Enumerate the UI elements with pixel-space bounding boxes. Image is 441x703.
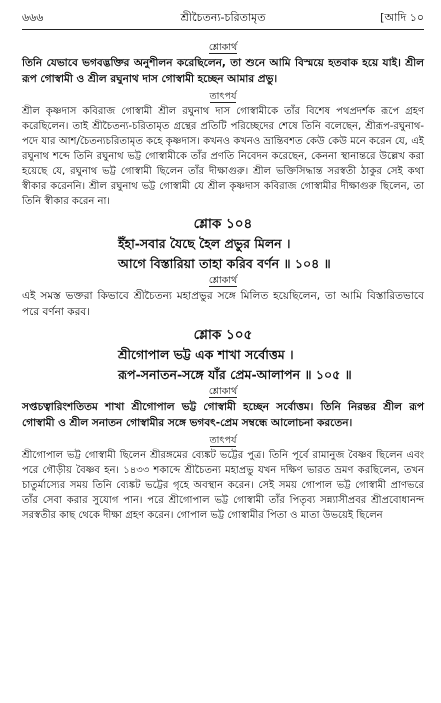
verse-line: রূপ-সনাতন-সঙ্গে যাঁর প্রেম-আলাপন ॥ ১০৫ ॥ [118,367,352,382]
translation-label: শ্লোকার্থ [208,275,238,286]
running-title: শ্রীচৈতন্য-চরিতামৃত [180,11,266,24]
purport-text: শ্রীল কৃষ্ণদাস কবিরাজ গোস্বামী শ্রীল রঘুনাথ দাস গোস্বামীকে তাঁর বিশেষ পথপ্রদর্শক রূপে গ্রহণ করেছিলেন। তাই শ্রীচৈতন্য-চরিতামৃত গ্রন্থের প্রতিটি পরিচ্ছেদের শেষে তিনি বলেছেন, শ্রীরূপ-রঘুনাথ-পদে যার আশ/চৈতন্যচরিতামৃত কহে কৃষ্ণদাস। কখনও কখনও ভ্রান্তিবশত কেউ কেউ মনে করেন যে, এই রঘুনাথ শব্দে তিনি রঘুনাথ ভট্ট গোস্বামীকে তাঁর প্রণতি নিবেদন করেছেন, কেননা স্থানান্তরে উল্লেখ করা হয়েছে যে, রঘুনাথ ভট্ট গোস্বামী ছিলেন তাঁর দীক্ষাগুরু। শ্রীল ভক্তিসিদ্ধান্ত সরস্বতী ঠাকুর সেই কথা স্বীকার করেননি। শ্রীল রঘুনাথ ভট্ট গোস্বামী যে শ্রীল কৃষ্ণদাস কবিরাজ গোস্বামীর দীক্ষাগুরু ছিলেন, তা তিনি স্বীকার করেন না। [22,106,424,207]
translation-text: এই সমস্ত ভক্তরা কিভাবে শ্রীচৈতন্য মহাপ্রভুর সঙ্গে মিলিত হয়েছিলেন, তা আমি বিস্তারিতভাবে পরে বর্ণনা করব। [22,290,424,318]
section-label: [আদি ১০ [380,11,424,24]
page-header [22,0,424,30]
header-rule [22,29,424,30]
purport-label: তাৎপর্য [209,435,237,446]
translation-label: শ্লোকার্থ [208,386,238,397]
verse-line: ইঁহা-সবার যৈছে হৈল প্রভুর মিলন । [118,236,291,251]
verse-heading: শ্লোক ১০৪ [193,216,253,232]
translation-text: সপ্তচত্বারিংশতিতম শাখা শ্রীগোপাল ভট্ট গোস্বামী হচ্ছেন সর্বোত্তম। তিনি নিরন্তর শ্রীল রূপ গোস্বামী ও শ্রীল সনাতন গোস্বামীর সঙ্গে ভগবৎ-প্রেম সম্বন্ধে আলোচনা করতেন। [22,401,424,429]
verse-line: শ্রীগোপাল ভট্ট এক শাখা সর্বোত্তম । [118,347,294,362]
page-content [22,30,424,523]
purport-label: তাৎপর্য [209,91,237,102]
translation-label: শ্লোকার্থ [208,42,238,53]
verse-heading: শ্লোক ১০৫ [193,327,253,343]
translation-text: তিনি যেভাবে ভগবদ্ভক্তির অনুশীলন করেছিলেন, তা শুনে আমি বিস্ময়ে হতবাক হয়ে যাই। শ্রীল রূপ গোস্বামী ও শ্রীল রঘুনাথ দাস গোস্বামী হচ্ছেন আমার প্রভু। [22,57,424,85]
verse-line: আগে বিস্তারিয়া তাহা করিব বর্ণন ॥ ১০৪ ॥ [118,256,331,271]
page-number: ৬৬৬ [22,11,44,24]
purport-text: শ্রীগোপাল ভট্ট গোস্বামী ছিলেন শ্রীরঙ্গমের ব্যেঙ্কট ভট্টের পুত্র। তিনি পূর্বে রামানুজ বৈষ্ণব ছিলেন এবং পরে গৌড়ীয় বৈষ্ণব হন। ১৪৩৩ শকাব্দে শ্রীচৈতন্য মহাপ্রভু যখন দক্ষিণ ভারত ভ্রমণ করছিলেন, তখন চাতুর্মাস্যের সময় তিনি ব্যেঙ্কট ভট্টের গৃহে অবস্থান করেন। সেই সময় গোপাল ভট্ট গোস্বামী প্রাণভরে তাঁর সেবা করার সুযোগ পান। পরে শ্রীগোপাল ভট্ট গোস্বামী তাঁর পিতৃব্য সন্ন্যাসীপ্রবর শ্রীপ্রবোধানন্দ সরস্বতীর কাছ থেকে দীক্ষা গ্রহণ করেন। গোপাল ভট্ট গোস্বামীর পিতা ও মাতা উভয়েই ছিলেন [22,450,424,521]
